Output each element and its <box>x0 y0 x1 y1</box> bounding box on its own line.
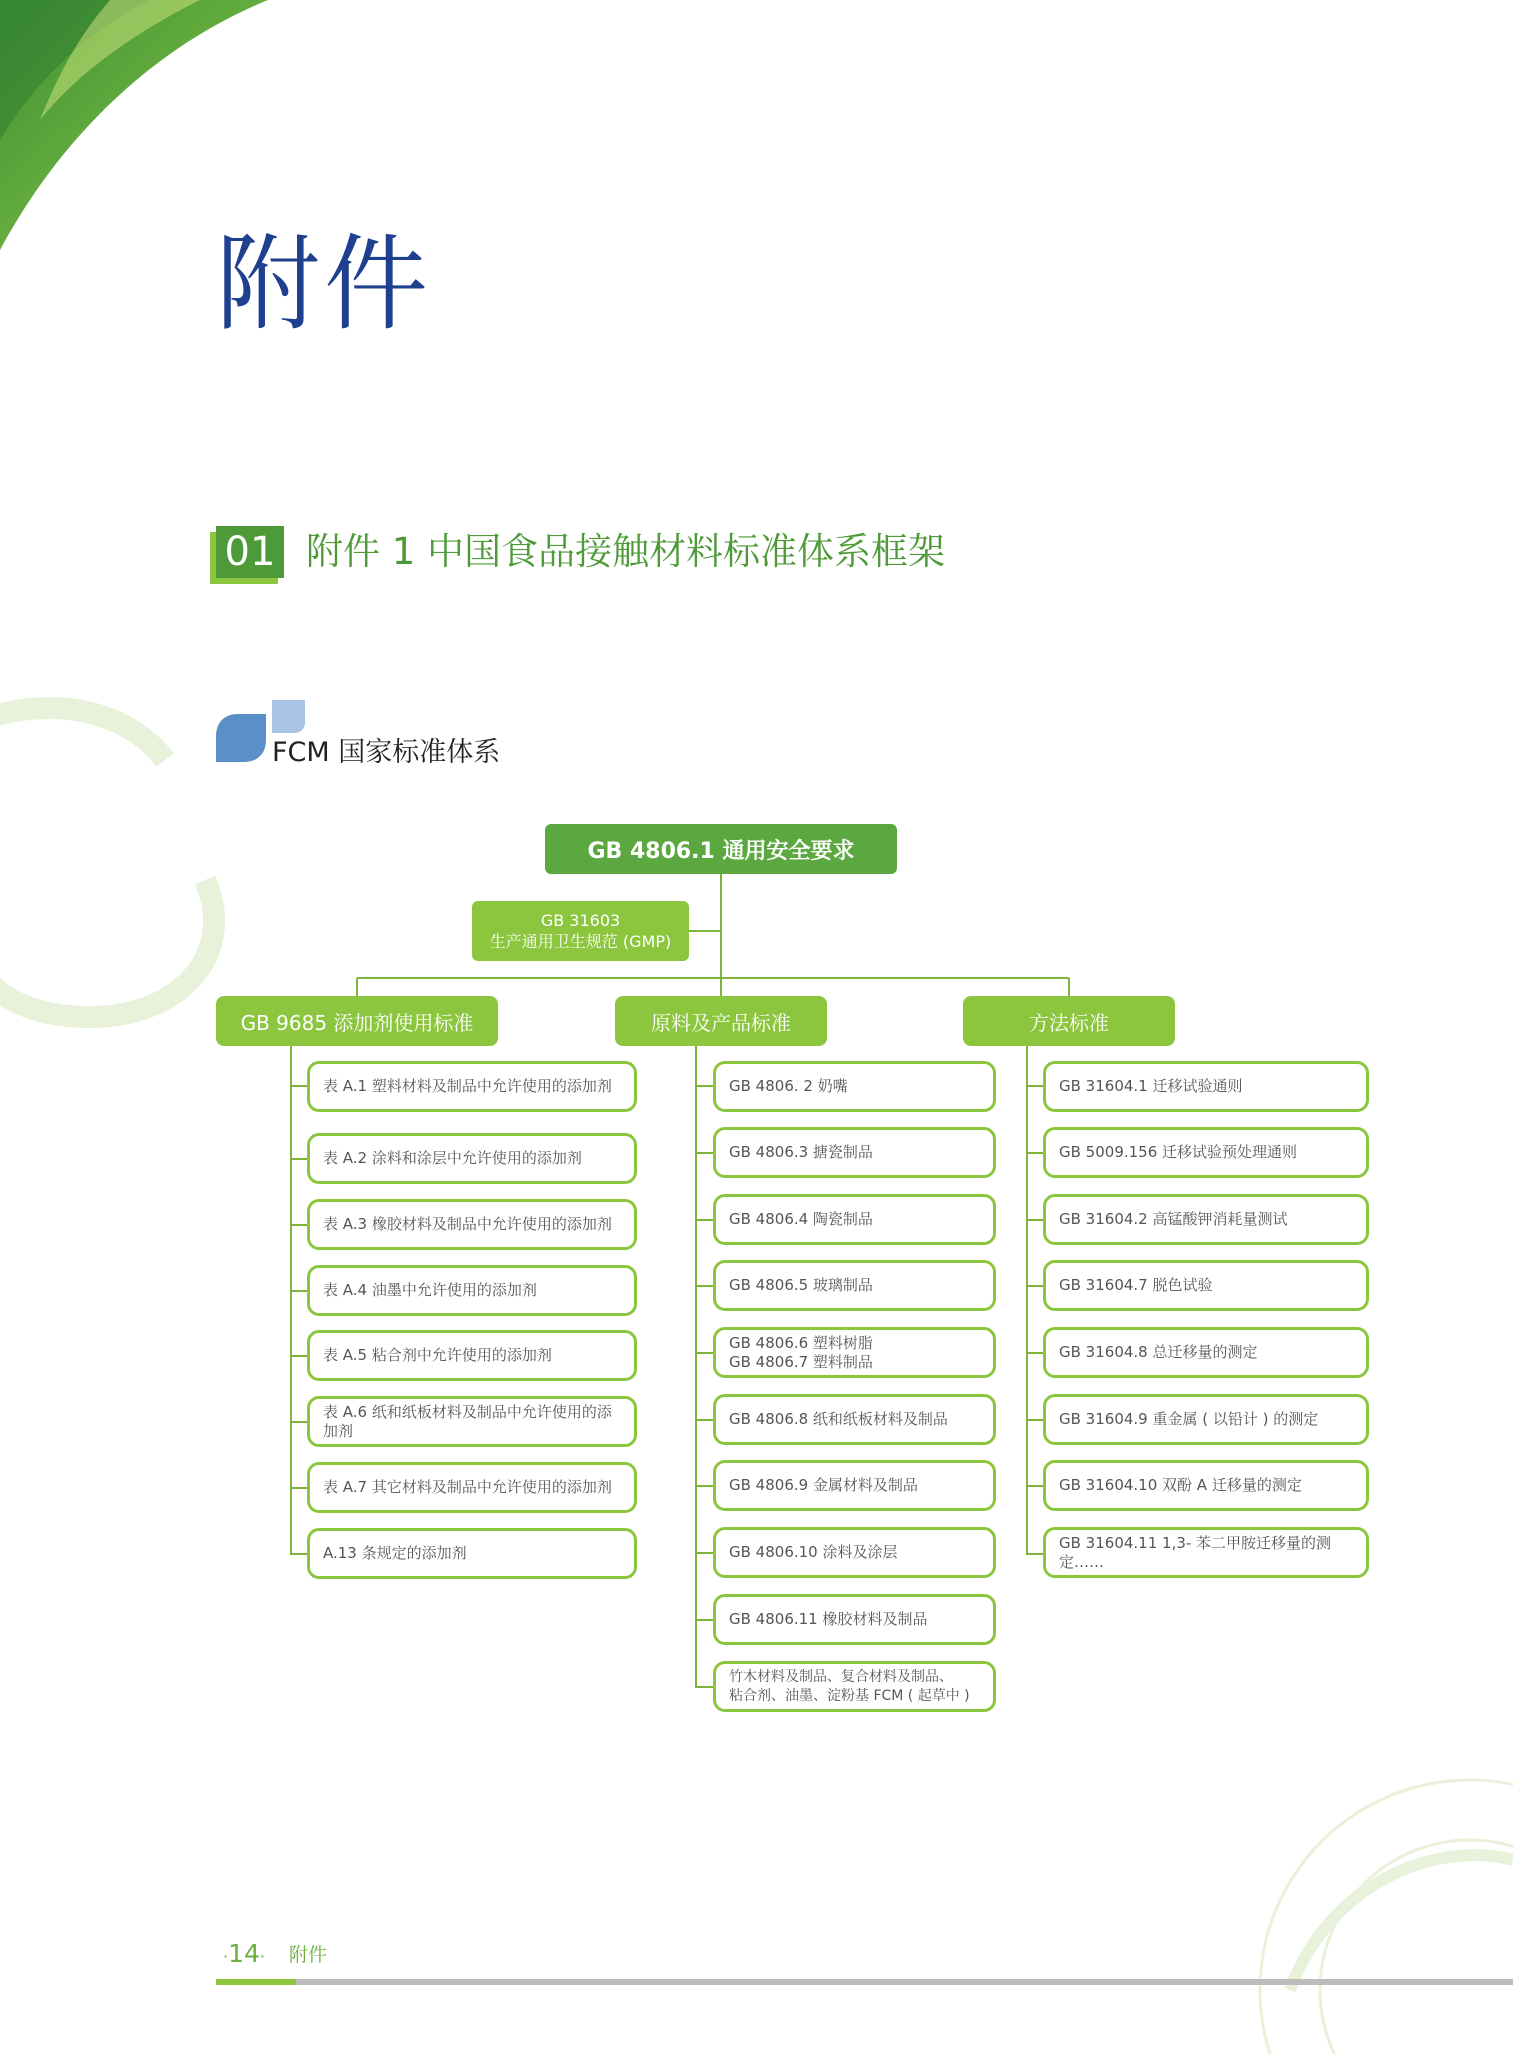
footer-label: 附件 <box>289 1944 328 1966</box>
material-item <box>713 1527 996 1578</box>
footer-rule-accent <box>216 1979 296 1985</box>
additive-item <box>307 1133 637 1184</box>
gmp-label: 生产通用卫生规范 (GMP) <box>489 932 672 951</box>
item-text: GB 4806. 2 奶嘴 <box>729 1077 848 1095</box>
gmp-code: GB 31603 <box>540 911 621 930</box>
category-methods: 方法标准 <box>963 996 1175 1046</box>
item-text: 表 A.2 涂料和涂层中允许使用的添加剂 <box>323 1149 582 1167</box>
item-text: GB 4806.7 塑料制品 <box>729 1352 873 1371</box>
item-text: GB 31604.11 1,3- 苯二甲胺迁移量的测 <box>1059 1533 1332 1552</box>
item-text: 粘合剂、油墨、淀粉基 FCM ( 起草中 ) <box>729 1687 970 1704</box>
item-text: A.13 条规定的添加剂 <box>323 1544 467 1562</box>
category-additives: GB 9685 添加剂使用标准 <box>216 996 498 1046</box>
footer-rule <box>296 1979 1513 1985</box>
method-item <box>1043 1061 1369 1112</box>
item-text: GB 31604.7 脱色试验 <box>1059 1276 1213 1294</box>
material-item <box>713 1194 996 1245</box>
item-text: GB 4806.6 塑料树脂 <box>729 1333 873 1352</box>
item-text: GB 31604.10 双酚 A 迁移量的测定 <box>1059 1476 1302 1494</box>
section-number-badge: 01 <box>216 526 284 578</box>
category-materials: 原料及产品标准 <box>615 996 827 1046</box>
page-number <box>223 1938 265 1973</box>
method-item <box>1043 1327 1369 1378</box>
item-text: GB 31604.1 迁移试验通则 <box>1059 1077 1243 1095</box>
method-item <box>1043 1460 1369 1511</box>
page-number-dot-icon: · <box>223 1947 229 1966</box>
item-text: GB 5009.156 迁移试验预处理通则 <box>1059 1143 1298 1161</box>
item-text: 表 A.3 橡胶材料及制品中允许使用的添加剂 <box>323 1215 612 1233</box>
item-text: 表 A.1 塑料材料及制品中允许使用的添加剂 <box>323 1077 612 1095</box>
material-item <box>713 1460 996 1511</box>
method-item <box>1043 1394 1369 1445</box>
additive-item <box>307 1528 637 1579</box>
material-item <box>713 1594 996 1645</box>
material-item <box>713 1061 996 1112</box>
item-text: 表 A.6 纸和纸板材料及制品中允许使用的添 <box>323 1402 612 1421</box>
material-item <box>713 1327 996 1378</box>
method-item <box>1043 1194 1369 1245</box>
additive-item <box>307 1396 637 1447</box>
item-text: GB 4806.9 金属材料及制品 <box>729 1476 918 1494</box>
subsection-title: FCM 国家标准体系 <box>272 737 501 768</box>
item-text: 竹木材料及制品、复合材料及制品、 <box>729 1668 953 1685</box>
item-text: GB 4806.11 橡胶材料及制品 <box>729 1610 928 1628</box>
section-title: 附件 1 中国食品接触材料标准体系框架 <box>306 530 946 573</box>
root-node: GB 4806.1 通用安全要求 <box>545 824 897 874</box>
page-number-dot-icon: · <box>259 1947 265 1966</box>
gmp-node <box>472 901 689 961</box>
item-text: 定…… <box>1059 1552 1105 1571</box>
material-item <box>713 1394 996 1445</box>
item-text: GB 4806.3 搪瓷制品 <box>729 1143 873 1161</box>
item-text: GB 31604.2 高锰酸钾消耗量测试 <box>1059 1210 1288 1228</box>
additive-item <box>307 1199 637 1250</box>
additive-item <box>307 1061 637 1112</box>
material-item <box>713 1661 996 1712</box>
additive-item <box>307 1462 637 1513</box>
item-text: GB 31604.9 重金属 ( 以铅计 ) 的测定 <box>1059 1410 1319 1428</box>
material-item <box>713 1127 996 1178</box>
additive-item <box>307 1265 637 1316</box>
item-text: GB 31604.8 总迁移量的测定 <box>1059 1343 1258 1361</box>
item-text: GB 4806.5 玻璃制品 <box>729 1276 873 1294</box>
item-text: GB 4806.8 纸和纸板材料及制品 <box>729 1410 948 1428</box>
method-item <box>1043 1260 1369 1311</box>
page-number-value: 14 <box>228 1939 260 1968</box>
material-item <box>713 1260 996 1311</box>
page-title: 附件 <box>216 223 433 345</box>
item-text: 加剂 <box>323 1421 354 1440</box>
item-text: GB 4806.4 陶瓷制品 <box>729 1210 873 1228</box>
method-item <box>1043 1527 1369 1578</box>
method-item <box>1043 1127 1369 1178</box>
item-text: 表 A.7 其它材料及制品中允许使用的添加剂 <box>323 1478 612 1496</box>
item-text: 表 A.4 油墨中允许使用的添加剂 <box>323 1281 537 1299</box>
additive-item <box>307 1330 637 1381</box>
item-text: 表 A.5 粘合剂中允许使用的添加剂 <box>323 1346 552 1364</box>
item-text: GB 4806.10 涂料及涂层 <box>729 1543 898 1561</box>
